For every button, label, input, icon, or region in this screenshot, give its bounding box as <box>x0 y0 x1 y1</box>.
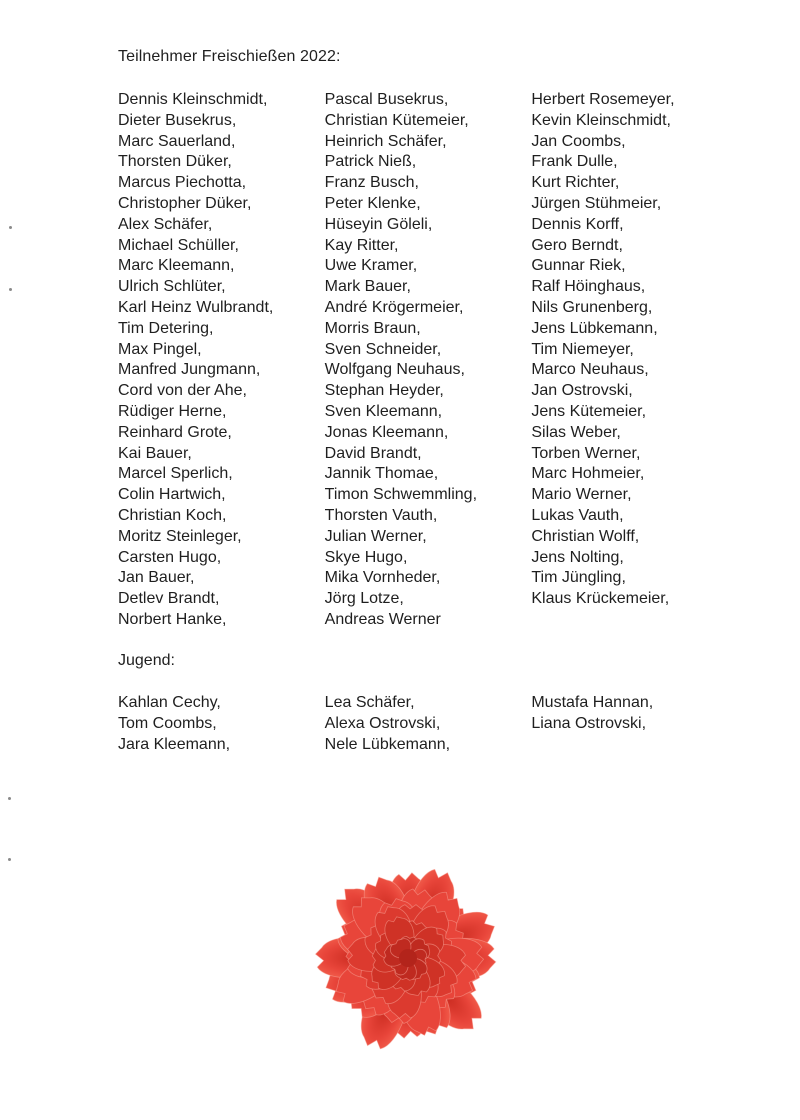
page-title: Teilnehmer Freischießen 2022: <box>118 48 341 65</box>
participant-name: Marc Kleemann, <box>118 257 235 275</box>
participant-name: Dennis Korff, <box>531 215 624 233</box>
participant-name: Dieter Busekrus, <box>118 111 237 129</box>
participant-name: Colin Hartwich, <box>118 486 226 504</box>
participant-name: Rüdiger Herne, <box>118 402 227 420</box>
participant-name: Silas Weber, <box>531 423 621 441</box>
participant-name: Moritz Steinleger, <box>118 527 242 545</box>
participant-name: Timon Schwemmling, <box>324 486 478 504</box>
name-list <box>531 90 738 610</box>
participant-name: Detlev Brandt, <box>118 590 220 608</box>
participant-name: Gunnar Riek, <box>531 257 626 275</box>
participant-name: Christopher Düker, <box>118 194 252 212</box>
participant-name: André Krögermeier, <box>324 298 464 316</box>
participant-name: Klaus Krückemeier, <box>531 590 670 608</box>
participant-name: Jan Ostrovski, <box>531 382 633 400</box>
youth-name: Alexa Ostrovski, <box>324 714 441 732</box>
participant-name: Stephan Heyder, <box>324 382 444 400</box>
name-list <box>118 693 325 755</box>
participant-name: Jannik Thomae, <box>324 465 439 483</box>
participant-name: Marc Hohmeier, <box>531 465 645 483</box>
participant-name: Manfred Jungmann, <box>118 361 261 379</box>
participant-name: David Brandt, <box>324 444 422 462</box>
youth-heading: Jugend: <box>118 652 175 669</box>
name-list <box>118 90 325 631</box>
participants-list <box>118 90 738 631</box>
participant-name: Tim Jüngling, <box>531 569 626 587</box>
participant-name: Jens Nolting, <box>531 548 624 566</box>
participant-name: Marco Neuhaus, <box>531 361 649 379</box>
participant-name: Norbert Hanke, <box>118 610 227 628</box>
participant-name: Alex Schäfer, <box>118 215 213 233</box>
participant-name: Wolfgang Neuhaus, <box>324 361 465 379</box>
participant-name: Sven Schneider, <box>324 340 442 358</box>
participant-name: Ralf Höinghaus, <box>531 278 646 296</box>
participant-name: Kai Bauer, <box>118 444 192 462</box>
participant-name: Julian Werner, <box>324 527 427 545</box>
participant-name: Nils Grunenberg, <box>531 298 653 316</box>
red-carnation-flower-icon <box>296 858 520 1064</box>
participant-name: Marc Sauerland, <box>118 132 236 150</box>
scan-dot <box>9 226 12 229</box>
youth-name: Kahlan Cechy, <box>118 694 221 711</box>
participant-name: Mark Bauer, <box>324 278 411 296</box>
youth-name: Mustafa Hannan, <box>531 694 654 711</box>
youth-name: Nele Lübkemann, <box>324 735 451 753</box>
participant-name: Thorsten Düker, <box>118 153 232 171</box>
participant-name: Tim Niemeyer, <box>531 340 634 358</box>
participant-name: Jens Lübkemann, <box>531 319 658 337</box>
youth-name: Tom Coombs, <box>118 714 217 732</box>
participant-name: Heinrich Schäfer, <box>324 132 447 150</box>
participants-column-2 <box>325 90 532 631</box>
participant-name: Mario Werner, <box>531 486 632 504</box>
youth-name: Liana Ostrovski, <box>531 714 647 732</box>
participant-name: Jürgen Stühmeier, <box>531 194 662 212</box>
scan-dot <box>8 797 11 800</box>
participant-name: Pascal Busekrus, <box>324 91 449 108</box>
participant-name: Hüseyin Göleli, <box>324 215 433 233</box>
participant-name: Kay Ritter, <box>324 236 399 254</box>
participant-name: Lukas Vauth, <box>531 506 624 524</box>
participant-name: Christian Wolff, <box>531 527 640 545</box>
name-list <box>531 693 738 735</box>
participant-name: Jan Bauer, <box>118 569 195 587</box>
participant-name: Christian Kütemeier, <box>324 111 469 129</box>
youth-name: Jara Kleemann, <box>118 735 231 753</box>
participant-name: Reinhard Grote, <box>118 423 232 441</box>
participant-name: Dennis Kleinschmidt, <box>118 91 268 108</box>
participant-name: Karl Heinz Wulbrandt, <box>118 298 274 316</box>
participant-name: Herbert Rosemeyer, <box>531 91 675 108</box>
participant-name: Marcel Sperlich, <box>118 465 233 483</box>
youth-name: Lea Schäfer, <box>324 694 415 711</box>
participant-name: Jens Kütemeier, <box>531 402 647 420</box>
participant-name: Sven Kleemann, <box>324 402 443 420</box>
participant-name: Max Pingel, <box>118 340 202 358</box>
participant-name: Uwe Kramer, <box>324 257 418 275</box>
participants-column-3 <box>531 90 738 631</box>
youth-list <box>118 693 738 755</box>
name-list <box>325 90 532 631</box>
participant-name: Marcus Piechotta, <box>118 174 247 192</box>
participant-name: Ulrich Schlüter, <box>118 278 226 296</box>
scan-dot <box>9 288 12 291</box>
participant-name: Frank Dulle, <box>531 153 618 171</box>
name-list <box>325 693 532 755</box>
youth-column-1 <box>118 693 325 755</box>
youth-column-3 <box>531 693 738 755</box>
scan-dot <box>8 858 11 861</box>
participant-name: Kevin Kleinschmidt, <box>531 111 671 129</box>
participant-name: Michael Schüller, <box>118 236 239 254</box>
participant-name: Morris Braun, <box>324 319 421 337</box>
participant-name: Peter Klenke, <box>324 194 421 212</box>
participant-name: Mika Vornheder, <box>324 569 441 587</box>
participant-name: Kurt Richter, <box>531 174 620 192</box>
participant-name: Christian Koch, <box>118 506 227 524</box>
participant-name: Cord von der Ahe, <box>118 382 247 400</box>
participant-name: Skye Hugo, <box>324 548 408 566</box>
participant-name: Torben Werner, <box>531 444 641 462</box>
youth-column-2 <box>325 693 532 755</box>
participants-column-1 <box>118 90 325 631</box>
participant-name: Jonas Kleemann, <box>324 423 449 441</box>
participant-name: Carsten Hugo, <box>118 548 222 566</box>
participant-name: Franz Busch, <box>324 174 419 192</box>
participant-name: Jan Coombs, <box>531 132 626 150</box>
participant-name: Andreas Werner <box>324 610 441 628</box>
participant-name: Patrick Nieß, <box>324 153 417 171</box>
flower-center <box>399 949 417 967</box>
participant-name: Jörg Lotze, <box>324 590 404 608</box>
participant-name: Tim Detering, <box>118 319 214 337</box>
participant-name: Gero Berndt, <box>531 236 623 254</box>
participant-name: Thorsten Vauth, <box>324 506 438 524</box>
